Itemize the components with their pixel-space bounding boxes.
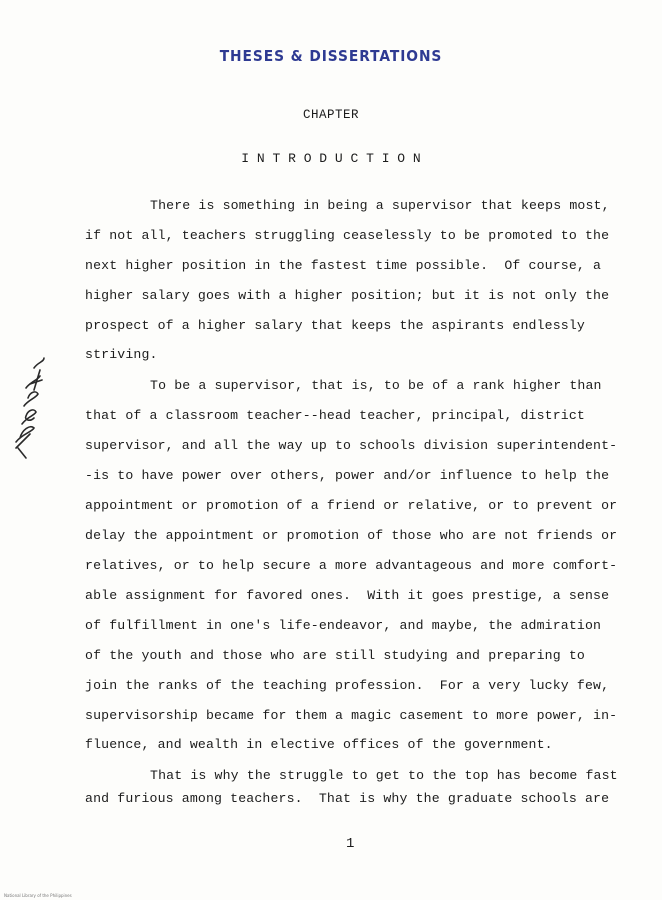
text-line: able assignment for favored ones. With it goes prestige, a sense [85,588,610,603]
chapter-title: I N T R O D U C T I O N [241,151,421,166]
theses-dissertations-stamp: THESES & DISSERTATIONS [219,47,443,65]
chapter-label: CHAPTER [302,108,359,122]
text-line: supervisorship became for them a magic casement to more power, in- [85,708,618,723]
text-line: join the ranks of the teaching profession. For a very lucky few, [85,678,610,693]
text-line: higher salary goes with a higher position; but it is not only the [85,288,610,303]
text-line: delay the appointment or promotion of those who are not friends or [85,528,618,543]
text-line: relatives, or to help secure a more advantageous and more comfort- [85,558,618,573]
text-line: appointment or promotion of a friend or relative, or to prevent or [85,498,618,513]
text-line: and furious among teachers. That is why the graduate schools are [85,791,610,806]
text-line: fluence, and wealth in elective offices of the government. [85,737,553,752]
page-number: 1 [346,836,355,852]
footer-credit: National Library of the Philippines [4,893,72,898]
text-line: next higher position in the fastest time possible. Of course, a [85,258,602,273]
text-line: striving. [85,347,158,362]
handwritten-margin-note [4,354,64,464]
text-line: That is why the struggle to get to the top has become fast [150,768,618,783]
text-line: To be a supervisor, that is, to be of a rank higher than [150,378,602,393]
text-line: of the youth and those who are still studying and preparing to [85,648,585,663]
text-line: prospect of a higher salary that keeps the aspirants endlessly [85,318,585,333]
text-line: -is to have power over others, power and/or influence to help the [85,468,610,483]
text-line: supervisor, and all the way up to schools division superintendent- [85,438,618,453]
text-line: that of a classroom teacher--head teacher, principal, district [85,408,585,423]
text-line: of fulfillment in one's life-endeavor, and maybe, the admiration [85,618,602,633]
text-line: if not all, teachers struggling ceaselessly to be promoted to the [85,228,610,243]
text-line: There is something in being a supervisor that keeps most, [150,198,610,213]
